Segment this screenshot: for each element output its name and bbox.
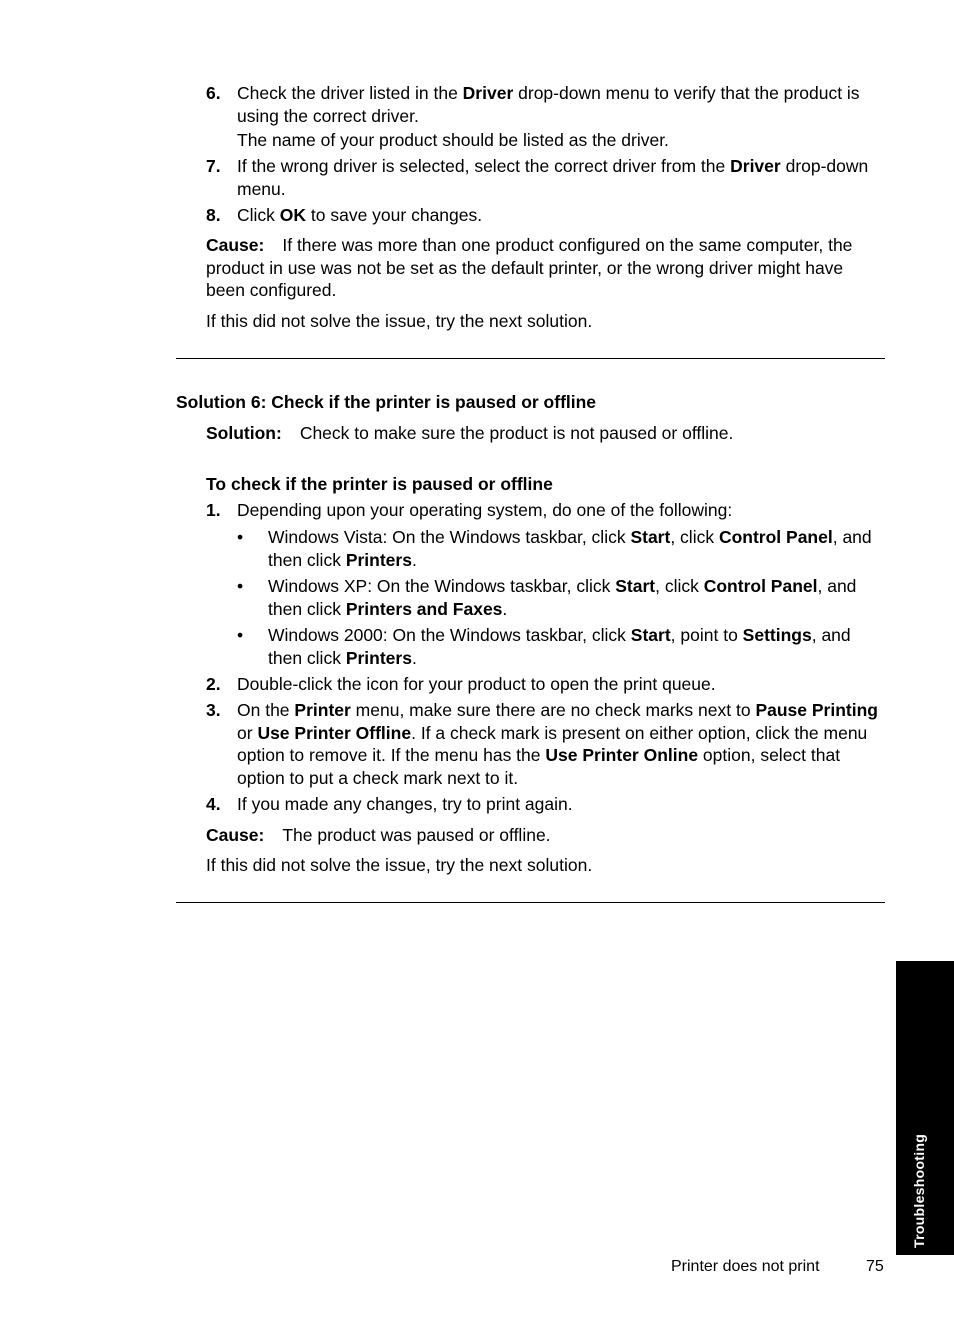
- bold-term: Control Panel: [718, 527, 833, 547]
- bold-term: Control Panel: [703, 576, 818, 596]
- step-3: [206, 699, 886, 789]
- cause-text: The product was paused or offline.: [282, 825, 551, 845]
- step-text: On the Printer menu, make sure there are no check marks next to Pause Printing or Use Printer Offline. If a check mark is present on either option, click the menu option to remove it. If the menu has the Use Printer Online option, select that option to put a check mark next to it.: [237, 700, 878, 788]
- bullet-windows-vista: [237, 526, 887, 571]
- solution-heading: Solution 6: Check if the printer is paused or offline: [176, 392, 597, 412]
- section-divider-2: [176, 902, 885, 903]
- bold-term: Pause Printing: [755, 700, 878, 720]
- solution-text: Check to make sure the product is not paused or offline.: [299, 423, 734, 443]
- step-number: 4.: [206, 794, 221, 814]
- bullet-dot: •: [237, 527, 244, 547]
- bold-term: OK: [279, 205, 307, 225]
- step-4: [206, 793, 886, 816]
- solution-label: Solution:: [206, 423, 282, 443]
- bold-term: Printers: [345, 647, 412, 668]
- bold-term: Driver: [462, 83, 514, 103]
- cause-paragraph-2: [206, 824, 886, 847]
- next-solution-note: If this did not solve the issue, try the next solution.: [206, 311, 593, 331]
- bullet-dot: •: [237, 576, 244, 596]
- step-note: The name of your product should be listed as the driver.: [237, 130, 669, 150]
- cause-label: Cause:: [206, 825, 265, 845]
- bullet-text: Windows Vista: On the Windows taskbar, click Start, click Control Panel, and then click Printers.: [268, 527, 872, 570]
- cause-label: Cause:: [206, 235, 265, 255]
- bullet-text: Windows 2000: On the Windows taskbar, click Start, point to Settings, and then click Printers.: [268, 625, 851, 668]
- step-text: If the wrong driver is selected, select the correct driver from the Driver drop-down menu.: [237, 156, 869, 199]
- step-number: 6.: [206, 83, 221, 103]
- bold-term: Settings: [742, 625, 812, 645]
- step-number: 8.: [206, 205, 221, 225]
- bullet-dot: •: [237, 625, 244, 645]
- procedure-heading: To check if the printer is paused or offline: [206, 474, 553, 494]
- step-number: 1.: [206, 500, 221, 520]
- bold-term: Start: [630, 625, 671, 645]
- bold-term: Start: [615, 576, 656, 596]
- step-6: [206, 82, 886, 152]
- step-number: 7.: [206, 156, 221, 176]
- bold-term: Printer: [294, 700, 351, 720]
- bold-term: Start: [630, 527, 671, 547]
- bold-term: Driver: [730, 156, 781, 176]
- cause-paragraph: [206, 234, 886, 302]
- next-solution-note-2: If this did not solve the issue, try the next solution.: [206, 855, 593, 875]
- page-number: 75: [866, 1258, 884, 1275]
- bullet-text: Windows XP: On the Windows taskbar, click Start, click Control Panel, and then click Printers and Faxes.: [268, 576, 857, 619]
- step-text: If you made any changes, try to print again.: [237, 794, 573, 814]
- bold-term: Printers: [345, 549, 412, 570]
- step-1: [206, 499, 886, 522]
- chapter-tab-label: Troubleshooting: [911, 1133, 927, 1248]
- step-2: [206, 673, 886, 696]
- step-text: Check the driver listed in the Driver drop-down menu to verify that the product is using the correct driver.: [237, 83, 860, 126]
- step-text: Click OK to save your changes.: [237, 205, 483, 225]
- bullet-windows-xp: [237, 575, 887, 620]
- step-7: [206, 155, 886, 200]
- bold-term: Use Printer Offline: [257, 722, 412, 743]
- bold-term: Printers and Faxes: [345, 598, 503, 619]
- cause-text: If there was more than one product configured on the same computer, the product in use was not be set as the default printer, or the wrong driver might have been configured.: [206, 235, 853, 300]
- step-8: [206, 204, 886, 227]
- step-text: Depending upon your operating system, do one of the following:: [237, 500, 733, 520]
- step-text: Double-click the icon for your product to open the print queue.: [237, 674, 716, 694]
- section-divider: [176, 358, 885, 359]
- footer-section-title: Printer does not print: [671, 1258, 820, 1275]
- step-number: 3.: [206, 700, 221, 720]
- step-number: 2.: [206, 674, 221, 694]
- bold-term: Use Printer Online: [545, 745, 699, 765]
- bullet-windows-2000: [237, 624, 887, 669]
- solution-paragraph: [206, 422, 886, 445]
